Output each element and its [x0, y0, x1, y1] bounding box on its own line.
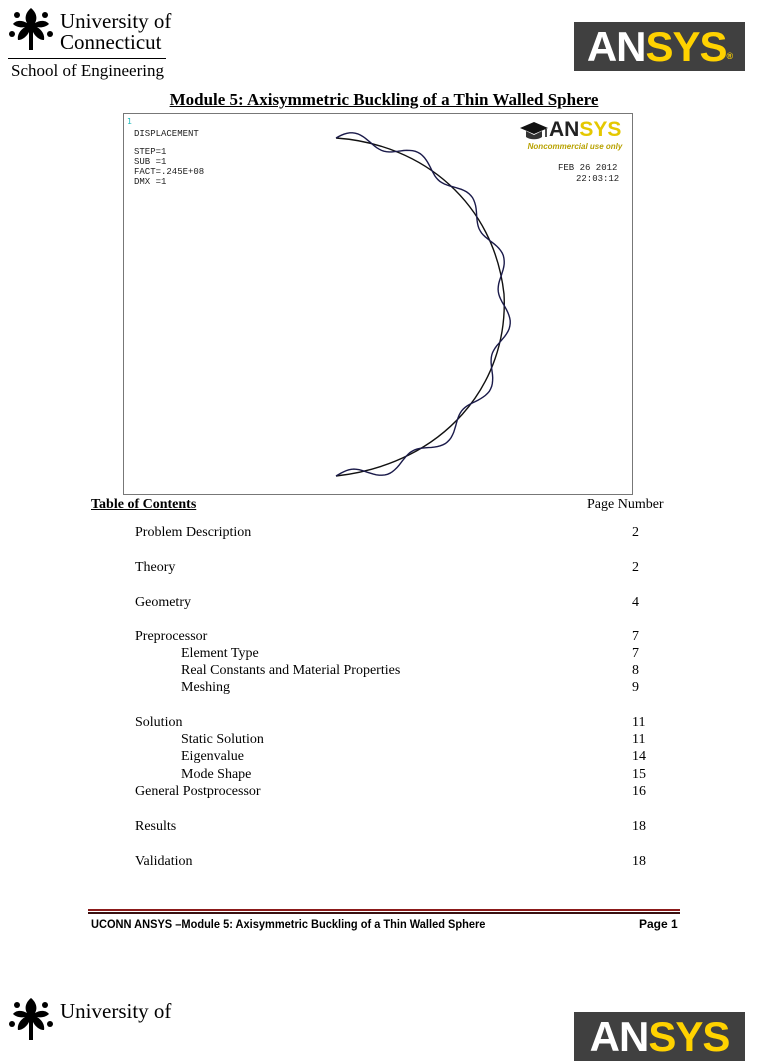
plot-logo-sys: SYS — [579, 118, 622, 141]
toc-entry-results[interactable]: Results — [135, 819, 177, 834]
toc-entry-real-constants[interactable]: Real Constants and Material Properties — [181, 663, 401, 678]
toc-page-meshing: 9 — [632, 680, 639, 695]
toc-entry-mode-shape[interactable]: Mode Shape — [181, 767, 252, 782]
ansys-logo-page2 — [574, 1012, 745, 1061]
toc-entry-preprocessor[interactable]: Preprocessor — [135, 629, 208, 644]
plot-date: FEB 26 2012 — [558, 163, 618, 173]
toc-entry-geometry[interactable]: Geometry — [135, 595, 191, 610]
plot-fact: FACT=.245E+08 — [134, 167, 205, 177]
toc-page-preprocessor: 7 — [632, 629, 639, 644]
plot-step: STEP=1 — [134, 147, 167, 157]
toc-page-solution: 11 — [632, 715, 646, 730]
toc-entry-validation[interactable]: Validation — [135, 854, 193, 869]
toc-page-validation: 18 — [632, 854, 646, 869]
oak-leaf-icon — [8, 996, 54, 1042]
toc-page-number-header: Page Number — [587, 497, 664, 512]
plot-dmx: DMX =1 — [134, 177, 167, 187]
toc-page-static-solution: 11 — [632, 732, 646, 747]
noncommercial-note: Noncommercial use only — [527, 142, 623, 151]
ansys-logo-an: AN — [586, 23, 646, 70]
footer-rule-red — [88, 909, 680, 911]
buckled-sphere-curves — [124, 114, 634, 496]
toc-entry-element-type[interactable]: Element Type — [181, 646, 259, 661]
footer-page-number: Page 1 — [639, 917, 678, 931]
logo-divider — [8, 58, 166, 59]
plot-label: DISPLACEMENT — [134, 129, 199, 139]
triad-marker: 1 — [127, 117, 133, 126]
toc-entry-theory[interactable]: Theory — [135, 560, 176, 575]
toc-page-geometry: 4 — [632, 595, 639, 610]
deformed-mode-shape — [336, 133, 510, 476]
toc-entry-eigenvalue[interactable]: Eigenvalue — [181, 749, 244, 764]
toc-entry-problem-description[interactable]: Problem Description — [135, 525, 252, 540]
toc-page-real-constants: 8 — [632, 663, 639, 678]
plot-time: 22:03:12 — [576, 174, 620, 184]
toc-entry-static-solution[interactable]: Static Solution — [181, 732, 264, 747]
toc-page-mode-shape: 15 — [632, 767, 646, 782]
plot-sub: SUB =1 — [134, 157, 167, 167]
university-name-line2: Connecticut — [60, 30, 162, 54]
footer-rule-dark — [88, 912, 680, 914]
footer-module-label: UCONN ANSYS –Module 5: Axisymmetric Buckling of a Thin Walled Sphere — [91, 917, 486, 931]
toc-heading: Table of Contents — [91, 497, 197, 512]
university-name-line1: University of — [60, 9, 172, 33]
university-name-line1: University of — [60, 999, 172, 1023]
toc-page-results: 18 — [632, 819, 646, 834]
oak-leaf-icon — [8, 6, 54, 52]
toc-entry-general-postprocessor[interactable]: General Postprocessor — [135, 784, 261, 799]
toc-page-element-type: 7 — [632, 646, 639, 661]
toc-entry-solution[interactable]: Solution — [135, 715, 183, 730]
ansys-logo — [574, 22, 745, 71]
registered-mark: ® — [726, 51, 733, 61]
undeformed-shape — [336, 138, 504, 476]
toc-entry-meshing[interactable]: Meshing — [181, 680, 230, 695]
plot-logo-an: AN — [549, 118, 580, 141]
toc-page-eigenvalue: 14 — [632, 749, 646, 764]
toc-page-general-postprocessor: 16 — [632, 784, 646, 799]
school-name: School of Engineering — [11, 61, 164, 80]
ansys-logo-an: AN — [589, 1013, 649, 1060]
ansys-logo-sys: SYS — [645, 23, 727, 70]
toc-page-theory: 2 — [632, 560, 639, 575]
ansys-logo-sys: SYS — [648, 1013, 730, 1060]
ansys-displacement-plot — [123, 113, 633, 495]
toc-page-problem-description: 2 — [632, 525, 639, 540]
module-title: Module 5: Axisymmetric Buckling of a Thin Walled Sphere — [169, 90, 599, 109]
